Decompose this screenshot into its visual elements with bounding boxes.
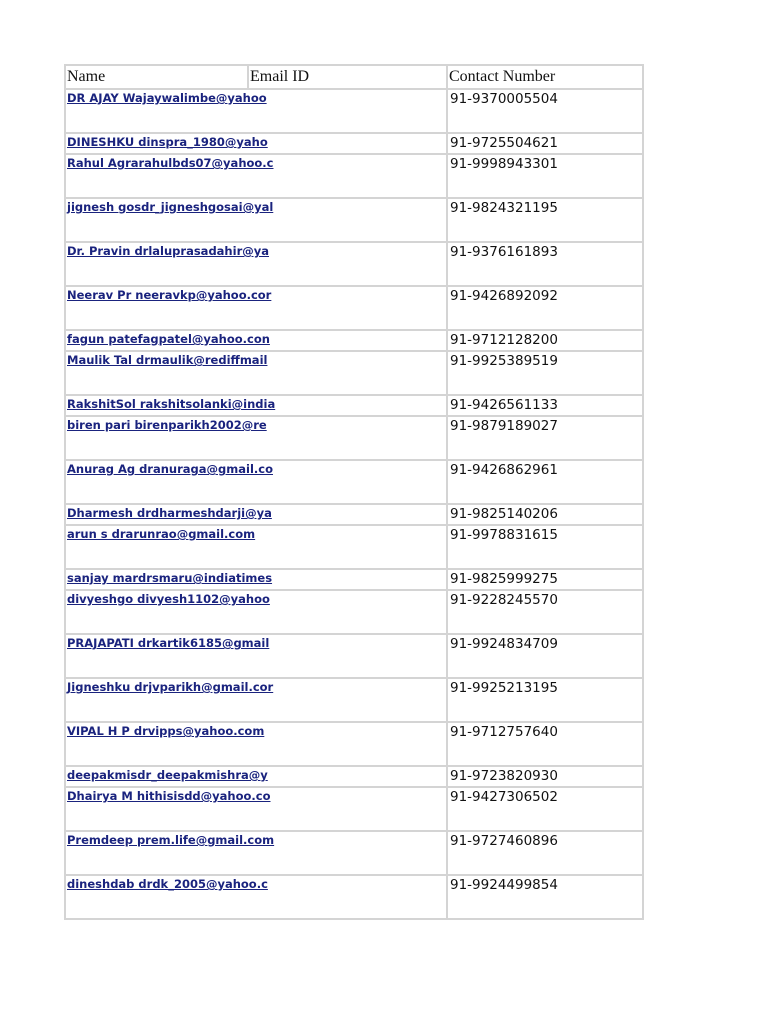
table-row xyxy=(65,89,643,133)
table-row xyxy=(65,286,643,330)
table-row xyxy=(65,590,643,634)
email-cell xyxy=(248,831,447,875)
contact-number: 91-9925389519 xyxy=(447,351,643,395)
contact-number: 91-9427306502 xyxy=(447,787,643,831)
contact-number: 91-9426892092 xyxy=(447,286,643,330)
contact-number: 91-9825999275 xyxy=(447,569,643,590)
email-cell xyxy=(248,198,447,242)
name-cell xyxy=(65,242,269,286)
email-cell xyxy=(248,875,447,919)
name-email-link[interactable]: divyeshgo divyesh1102@yahoo xyxy=(67,592,270,606)
contact-number: 91-9825140206 xyxy=(447,504,643,525)
table-row xyxy=(65,678,643,722)
table-row xyxy=(65,525,643,569)
email-cell xyxy=(248,504,447,525)
name-cell xyxy=(65,678,274,722)
name-cell xyxy=(65,569,273,590)
name-email-link[interactable]: sanjay mardrsmaru@indiatimes xyxy=(67,571,273,585)
email-cell xyxy=(248,330,447,351)
name-email-link[interactable]: DINESHKU dinspra_1980@yaho xyxy=(67,135,268,149)
contact-number: 91-9978831615 xyxy=(447,525,643,569)
contact-number: 91-9712128200 xyxy=(447,330,643,351)
header-email: Email ID xyxy=(248,65,447,89)
email-cell xyxy=(248,460,447,504)
contact-number: 91-9924499854 xyxy=(447,875,643,919)
contact-number: 91-9370005504 xyxy=(447,89,643,133)
contact-number: 91-9426862961 xyxy=(447,460,643,504)
name-cell xyxy=(65,766,268,787)
contact-number: 91-9725504621 xyxy=(447,133,643,154)
table-row xyxy=(65,787,643,831)
email-cell xyxy=(248,634,447,678)
email-cell xyxy=(248,722,447,766)
email-cell xyxy=(248,395,447,416)
name-cell xyxy=(65,286,272,330)
table-row xyxy=(65,133,643,154)
table-row xyxy=(65,569,643,590)
name-cell xyxy=(65,133,268,154)
table-row xyxy=(65,330,643,351)
table-row xyxy=(65,416,643,460)
name-email-link[interactable]: VIPAL H P drvipps@yahoo.com xyxy=(67,724,265,738)
table-row xyxy=(65,242,643,286)
table-row xyxy=(65,875,643,919)
name-cell xyxy=(65,416,267,460)
table-row xyxy=(65,504,643,525)
name-email-link[interactable]: Dhairya M hithisisdd@yahoo.co xyxy=(67,789,271,803)
name-cell xyxy=(65,590,270,634)
name-cell xyxy=(65,460,273,504)
name-email-link[interactable]: dineshdab drdk_2005@yahoo.c xyxy=(67,877,268,891)
header-row xyxy=(65,65,643,89)
name-cell xyxy=(65,875,268,919)
name-cell xyxy=(65,787,271,831)
contact-table xyxy=(64,64,644,920)
header-contact: Contact Number xyxy=(447,65,643,89)
contact-number: 91-9924834709 xyxy=(447,634,643,678)
email-cell xyxy=(248,590,447,634)
contact-number: 91-9712757640 xyxy=(447,722,643,766)
name-email-link[interactable]: Neerav Pr neeravkp@yahoo.cor xyxy=(67,288,272,302)
table-row xyxy=(65,722,643,766)
name-email-link[interactable]: DR AJAY Wajaywalimbe@yahoo xyxy=(67,91,267,105)
email-cell xyxy=(248,678,447,722)
name-email-link[interactable]: RakshitSol rakshitsolanki@india xyxy=(67,397,276,411)
name-email-link[interactable]: Dr. Pravin drlaluprasadahir@ya xyxy=(67,244,269,258)
table-row xyxy=(65,154,643,198)
name-email-link[interactable]: Premdeep prem.life@gmail.com xyxy=(67,833,275,847)
name-email-link[interactable]: Jigneshku drjvparikh@gmail.cor xyxy=(67,680,274,694)
name-email-link[interactable]: fagun patefagpatel@yahoo.con xyxy=(67,332,270,346)
contact-number: 91-9228245570 xyxy=(447,590,643,634)
name-cell xyxy=(65,198,274,242)
contact-number: 91-9426561133 xyxy=(447,395,643,416)
contact-number: 91-9376161893 xyxy=(447,242,643,286)
name-cell xyxy=(65,525,256,569)
table-row xyxy=(65,395,643,416)
name-cell xyxy=(65,504,272,525)
contact-number: 91-9824321195 xyxy=(447,198,643,242)
name-email-link[interactable]: arun s drarunrao@gmail.com xyxy=(67,527,256,541)
name-cell xyxy=(65,330,270,351)
header-name: Name xyxy=(65,65,248,89)
name-email-link[interactable]: deepakmisdr_deepakmishra@y xyxy=(67,768,268,782)
name-cell xyxy=(65,89,267,133)
table-row xyxy=(65,198,643,242)
email-cell xyxy=(248,89,447,133)
name-cell xyxy=(65,395,276,416)
email-cell xyxy=(248,286,447,330)
table-row xyxy=(65,766,643,787)
name-email-link[interactable]: Dharmesh drdharmeshdarji@ya xyxy=(67,506,272,520)
table-row xyxy=(65,634,643,678)
name-email-link[interactable]: biren pari birenparikh2002@re xyxy=(67,418,267,432)
contact-number: 91-9879189027 xyxy=(447,416,643,460)
email-cell xyxy=(248,154,447,198)
name-email-link[interactable]: Anurag Ag dranuraga@gmail.co xyxy=(67,462,273,476)
table-row xyxy=(65,460,643,504)
contact-number: 91-9925213195 xyxy=(447,678,643,722)
name-cell xyxy=(65,722,265,766)
name-cell xyxy=(65,634,270,678)
table-row xyxy=(65,831,643,875)
name-cell xyxy=(65,154,274,198)
name-email-link[interactable]: Rahul Agrarahulbds07@yahoo.c xyxy=(67,156,274,170)
email-cell xyxy=(248,133,447,154)
name-cell xyxy=(65,351,268,395)
name-email-link[interactable]: Maulik Tal drmaulik@rediffmail xyxy=(67,353,268,367)
contact-number: 91-9727460896 xyxy=(447,831,643,875)
table-row xyxy=(65,351,643,395)
email-cell xyxy=(248,787,447,831)
name-email-link[interactable]: jignesh gosdr_jigneshgosai@yal xyxy=(67,200,274,214)
contact-number: 91-9723820930 xyxy=(447,766,643,787)
email-cell xyxy=(248,525,447,569)
contact-number: 91-9998943301 xyxy=(447,154,643,198)
email-cell xyxy=(248,569,447,590)
email-cell xyxy=(248,416,447,460)
name-email-link[interactable]: PRAJAPATI drkartik6185@gmail xyxy=(67,636,270,650)
email-cell xyxy=(248,351,447,395)
email-cell xyxy=(248,242,447,286)
email-cell xyxy=(248,766,447,787)
name-cell xyxy=(65,831,275,875)
